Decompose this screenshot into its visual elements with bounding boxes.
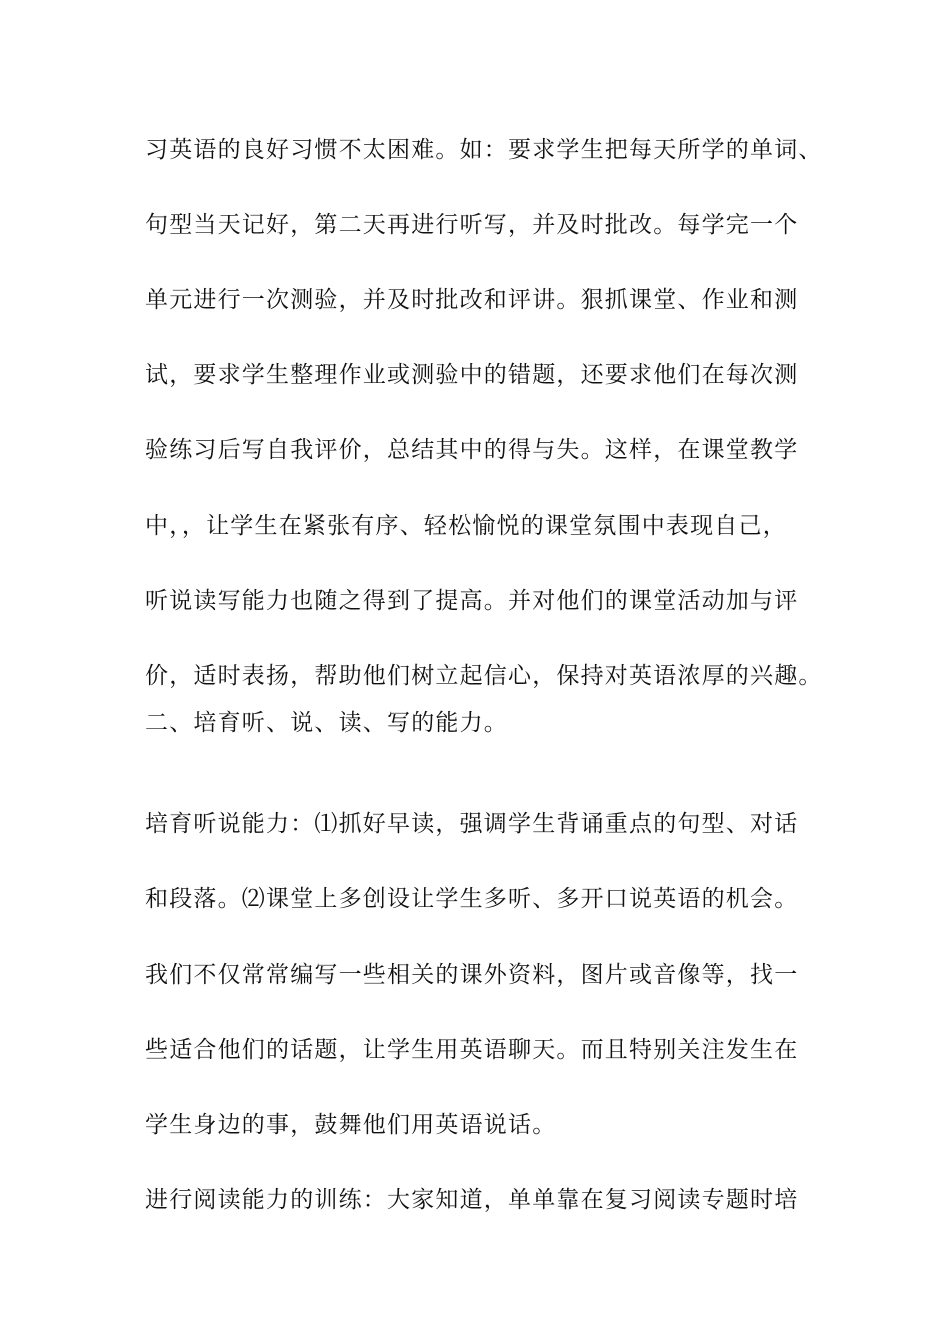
text-line: 学生身边的事，鼓舞他们用英语说话。 — [145, 1112, 557, 1138]
text-line: 进行阅读能力的训练：大家知道，单单靠在复习阅读专题时培 — [145, 1187, 799, 1213]
text-line: 价，适时表扬，帮助他们树立起信心，保持对英语浓厚的兴趣。 — [145, 663, 823, 689]
text-line: 听说读写能力也随之得到了提高。并对他们的课堂活动加与评 — [145, 588, 799, 614]
text-line: 我们不仅常常编写一些相关的课外资料，图片或音像等，找一 — [145, 962, 799, 988]
text-line: 单元进行一次测验，并及时批改和评讲。狠抓课堂、作业和测 — [145, 287, 799, 313]
text-line: 中，，让学生在紧张有序、轻松愉悦的课堂氛围中表现自己， — [145, 513, 787, 539]
text-line: 习英语的良好习惯不太困难。如：要求学生把每天所学的单词、 — [145, 137, 823, 163]
text-line: 验练习后写自我评价，总结其中的得与失。这样，在课堂教学 — [145, 437, 799, 463]
text-line: 句型当天记好，第二天再进行听写，并及时批改。每学完一个 — [145, 212, 799, 238]
text-line: 和段落。⑵课堂上多创设让学生多听、多开口说英语的机会。 — [145, 886, 799, 912]
section-heading: 二、培育听、说、读、写的能力。 — [145, 710, 508, 736]
text-line: 培育听说能力：⑴抓好早读，强调学生背诵重点的句型、对话 — [145, 811, 799, 837]
text-line: 些适合他们的话题，让学生用英语聊天。而且特别关注发生在 — [145, 1037, 799, 1063]
text-line: 试，要求学生整理作业或测验中的错题，还要求他们在每次测 — [145, 362, 799, 388]
